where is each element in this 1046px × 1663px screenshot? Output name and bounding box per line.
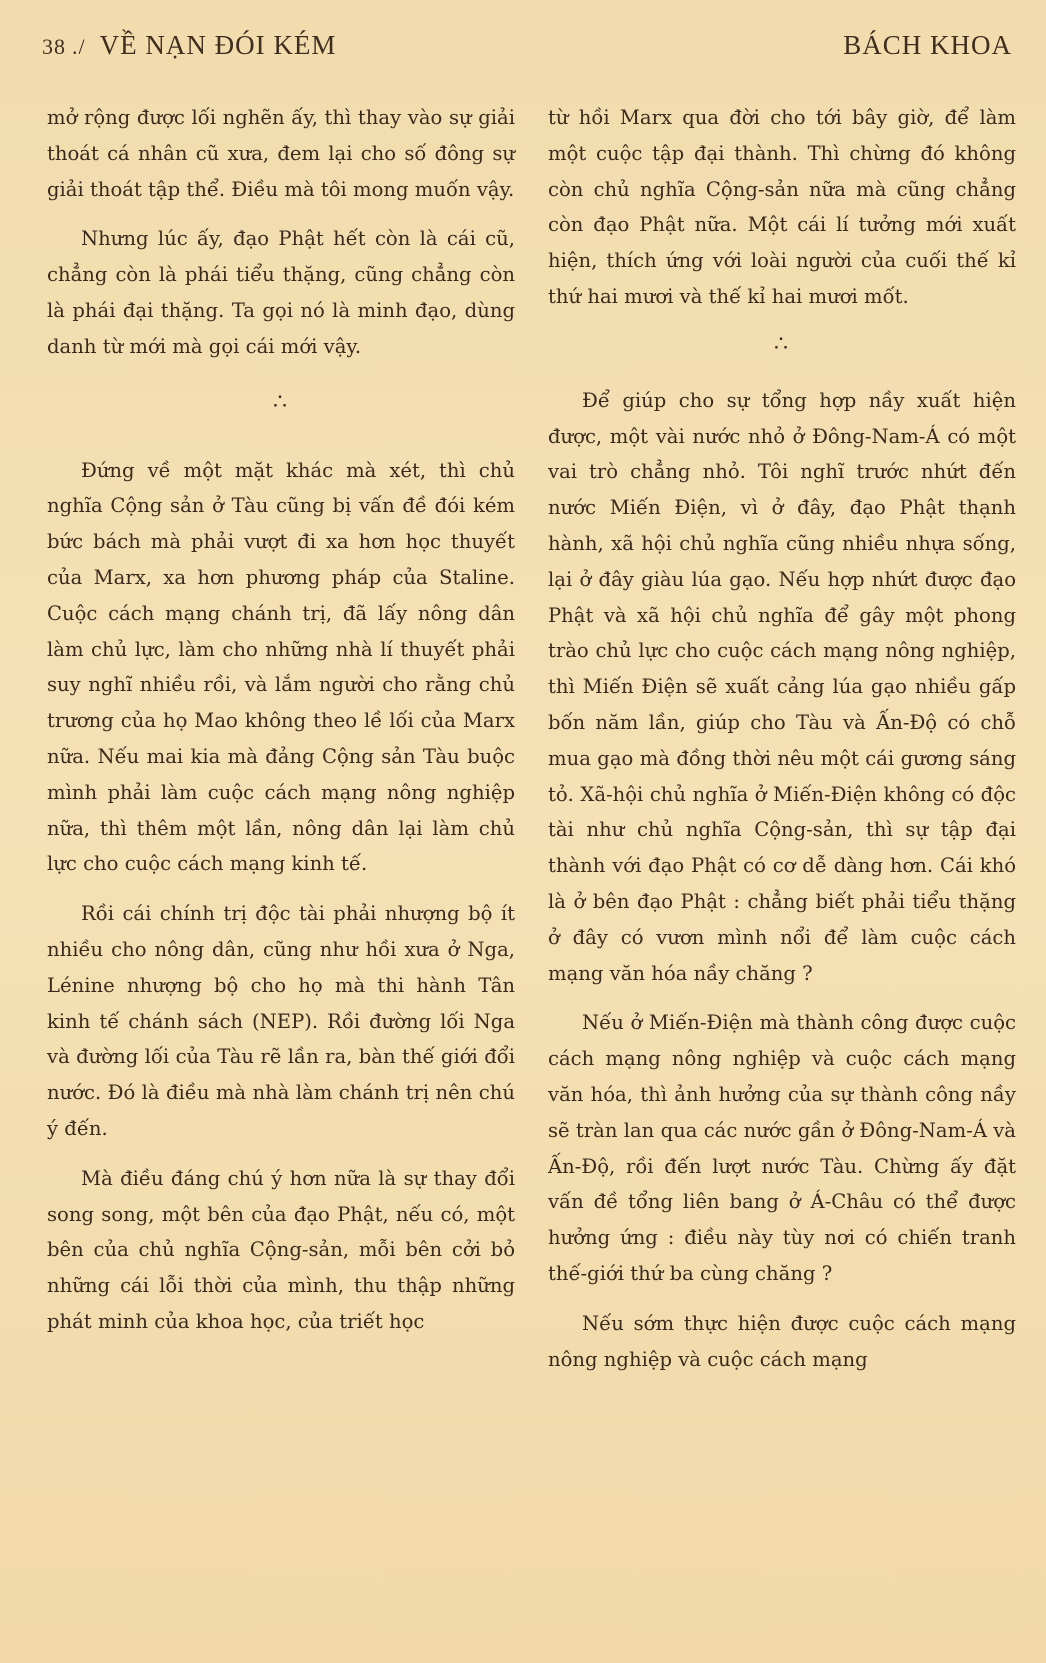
left-paragraph-5: Mà điều đáng chú ý hơn nữa là sự thay đổi song song, một bên của đạo Phật, nếu có, một bên của chủ nghĩa Cộng-sản, mỗi bên cởi bỏ những cái lỗi thời của mình, thu thập những phát minh của khoa học, của triết học: [47, 1166, 515, 1333]
right-paragraph-1: từ hồi Marx qua đời cho tới bây giờ, để làm một cuộc tập đại thành. Thì chừng đó không còn chủ nghĩa Cộng-sản nữa mà cũng chẳng còn đạo Phật nữa. Một cái lí tưởng mới xuất hiện, thích ứng với loài người của cuối thế kỉ thứ hai mươi và thế kỉ hai mươi mốt.: [548, 106, 1016, 308]
page-number: 38: [42, 34, 66, 59]
left-paragraph-3: Đứng về một mặt khác mà xét, thì chủ nghĩa Cộng sản ở Tàu cũng bị vấn đề đói kém bức bách mà phải vượt đi xa hơn học thuyết của Marx, xa hơn phương pháp của Staline. Cuộc cách mạng chánh trị, đã lấy nông dân làm chủ lực, làm cho những nhà lí thuyết phải suy nghĩ nhiều rồi, và lắm người cho rằng chủ trương của họ Mao không theo lề lối của Marx nữa. Nếu mai kia mà đảng Cộng sản Tàu buộc mình phải làm cuộc cách mạng nông nghiệp nữa, thì thêm một lần, nông dân lại làm chủ lực cho cuộc cách mạng kinh tế.: [47, 458, 515, 876]
section-ornament: ∴: [273, 389, 289, 415]
right-paragraph-2: Để giúp cho sự tổng hợp nầy xuất hiện được, một vài nước nhỏ ở Đông-Nam-Á có một vai trò chẳng nhỏ. Tôi nghĩ trước nhứt đến nước Miến Điện, vì ở đây, đạo Phật thạnh hành, xã hội chủ nghĩa cũng nhiều nhựa sống, lại ở đây giàu lúa gạo. Nếu hợp nhứt được đạo Phật và xã hội chủ nghĩa để gây một phong trào chủ lực cho cuộc cách mạng nông nghiệp, thì Miến Điện sẽ xuất cảng lúa gạo nhiều gấp bốn năm lần, giúp cho Tàu và Ấn-Độ có chỗ mua gạo mà đồng thời nêu một cái gương sáng tỏ. Xã-hội chủ nghĩa ở Miến-Điện không có độc tài như chủ nghĩa Cộng-sản, thì sự tập đại thành với đạo Phật có cơ dễ dàng hơn. Cái khó là ở bên đạo Phật : chẳng biết phải tiểu thặng ở đây có vươn mình nổi để làm cuộc cách mạng văn hóa nầy chăng ?: [548, 388, 1016, 985]
right-paragraph-4: Nếu sớm thực hiện được cuộc cách mạng nông nghiệp và cuộc cách mạng: [548, 1311, 1016, 1371]
header-left: [42, 30, 336, 61]
right-paragraph-3: Nếu ở Miến-Điện mà thành công được cuộc cách mạng nông nghiệp và cuộc cách mạng văn hóa, thì ảnh hưởng của sự thành công nầy sẽ tràn lan qua các nước gần ở Đông-Nam-Á và Ấn-Độ, rồi đến lượt nước Tàu. Chừng ấy đặt vấn đề tổng liên bang ở Á-Châu có thể được hưởng ứng : điều này tùy nơi có chiến tranh thế-giới thứ ba cùng chăng ?: [548, 1011, 1016, 1285]
running-header: [42, 30, 1012, 70]
left-paragraph-1: mở rộng được lối nghẽn ấy, thì thay vào sự giải thoát cá nhân cũ xưa, đem lại cho số đông sự giải thoát tập thể. Điều mà tôi mong muốn vậy.: [47, 106, 515, 201]
left-column: [47, 100, 515, 1340]
left-paragraph-4: Rồi cái chính trị độc tài phải nhượng bộ ít nhiều cho nông dân, cũng như hồi xưa ở Nga, Lénine nhượng bộ cho họ mà thi hành Tân kinh tế chánh sách (NEP). Rồi đường lối Nga và đường lối của Tàu rẽ lần ra, bàn thế giới đổi nước. Đó là điều mà nhà làm chánh trị nên chú ý đến.: [47, 902, 515, 1140]
section-ornament-2: ∴: [774, 331, 790, 357]
header-separator: ./: [72, 34, 86, 59]
right-column: [548, 100, 1016, 1377]
left-paragraph-2: Nhưng lúc ấy, đạo Phật hết còn là cái cũ, chẳng còn là phái tiểu thặng, cũng chẳng còn là phái đại thặng. Ta gọi nó là minh đạo, dùng danh từ mới mà gọi cái mới vậy.: [47, 227, 515, 358]
article-title: VỀ NẠN ĐÓI KÉM: [99, 30, 337, 60]
magazine-name: BÁCH KHOA: [843, 30, 1012, 60]
